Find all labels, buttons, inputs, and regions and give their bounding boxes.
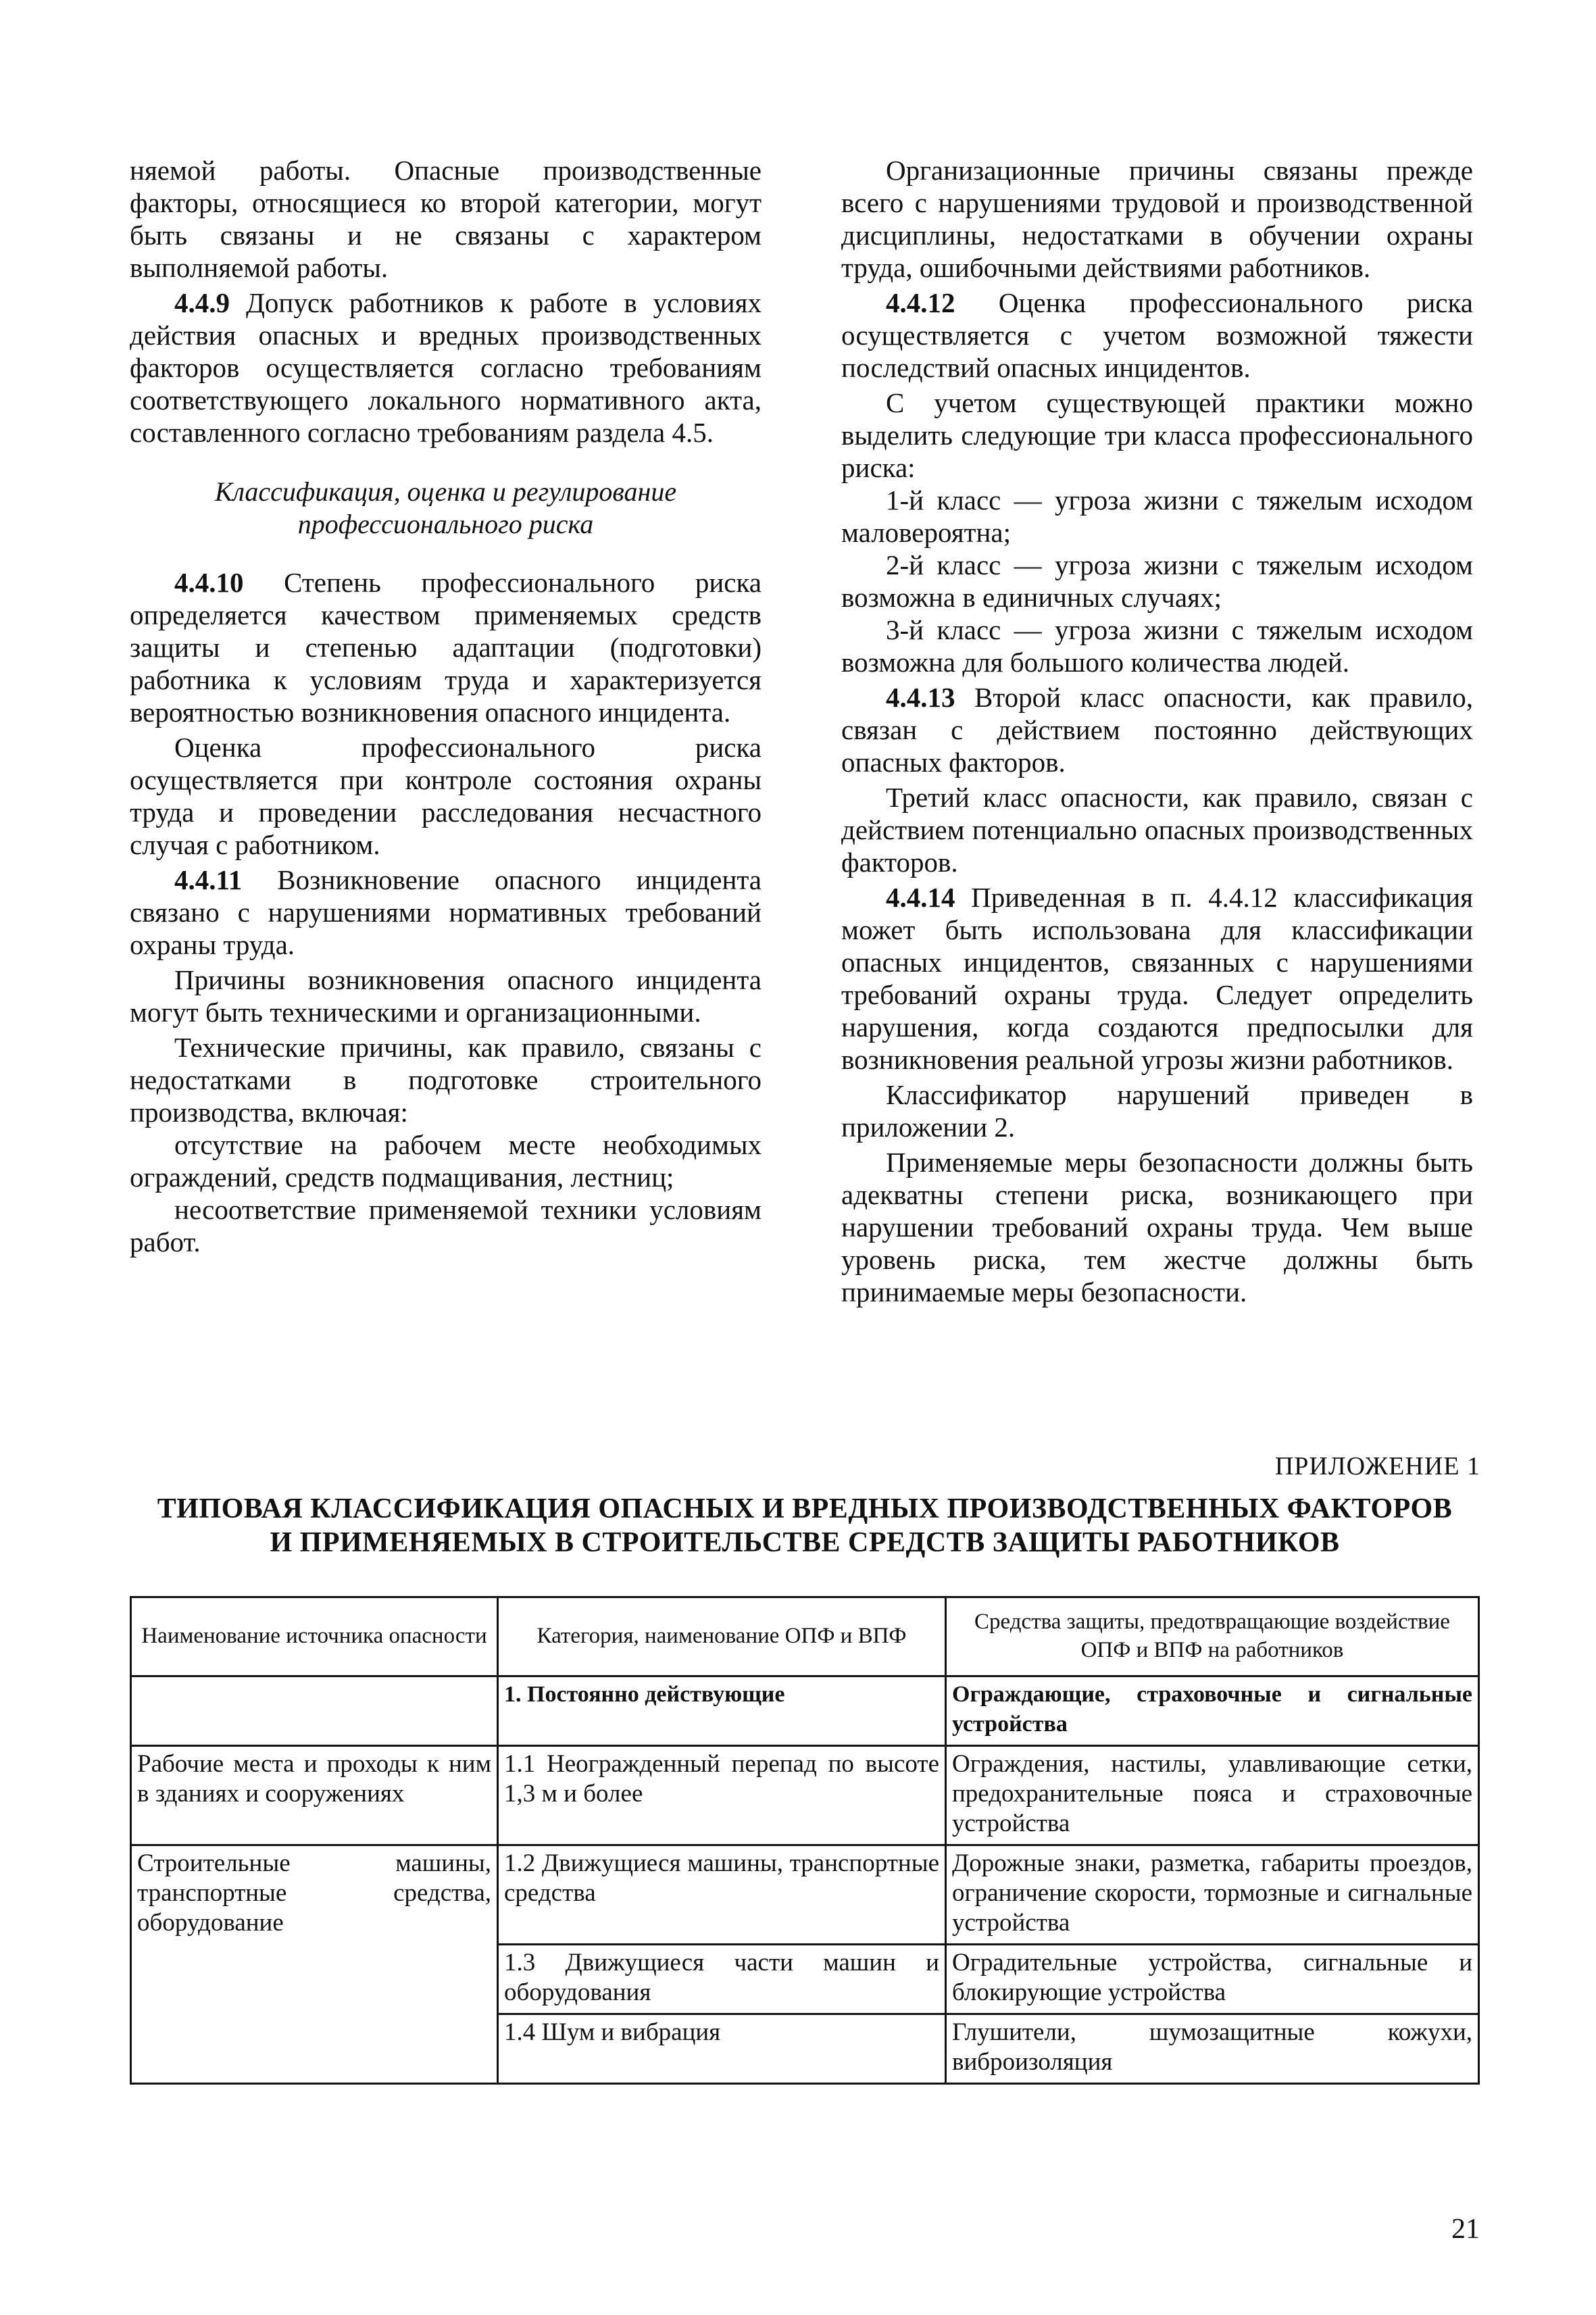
section-heading-cell: Ограждающие, страховочные и сигнальные устройства xyxy=(946,1676,1479,1746)
table-cell: 1.1 Неогражденный перепад по высоте 1,3 м и более xyxy=(498,1746,946,1845)
appendix-title-line: И ПРИМЕНЯЕМЫХ В СТРОИТЕЛЬСТВЕ СРЕДСТВ ЗАЩИТЫ РАБОТНИКОВ xyxy=(270,1527,1340,1558)
table-cell: 1.4 Шум и вибрация xyxy=(498,2014,946,2084)
paragraph: Классификатор нарушений приведен в приложении 2. xyxy=(841,1079,1473,1143)
table-header-row xyxy=(131,1597,1479,1676)
table-cell: Рабочие места и проходы к ним в зданиях и сооружениях xyxy=(131,1746,498,1845)
column-header-protection: Средства защиты, предотвращающие воздействие ОПФ и ВПФ на работников xyxy=(946,1597,1479,1676)
clause-text: Второй класс опасности, как правило, связан с действием постоянно действующих опасных факторов. xyxy=(841,682,1473,778)
list-item: 2-й класс — угроза жизни с тяжелым исходом возможна в единичных случаях; xyxy=(841,549,1473,613)
right-column xyxy=(841,154,1473,1308)
table-cell: Глушители, шумозащитные кожухи, виброизоляция xyxy=(946,2014,1479,2084)
table-cell: Ограждения, настилы, улавливающие сетки, предохранительные пояса и страховочные устройства xyxy=(946,1746,1479,1845)
table-cell xyxy=(131,1676,498,1746)
appendix-title xyxy=(130,1492,1480,1560)
paragraph-4-4-11 xyxy=(130,864,762,961)
hazard-classification-table xyxy=(130,1596,1480,2085)
table-cell: Строительные машины, транспортные средства, оборудование xyxy=(131,1845,498,2084)
paragraph: Причины возникновения опасного инцидента могут быть техническими и организационными. xyxy=(130,964,762,1028)
table-cell: 1.2 Движущиеся машины, транспортные средства xyxy=(498,1845,946,1945)
list-item: несоответствие применяемой техники условиям работ. xyxy=(130,1194,762,1258)
paragraph-4-4-13 xyxy=(841,681,1473,778)
clause-number: 4.4.14 xyxy=(886,882,955,913)
clause-number: 4.4.12 xyxy=(886,287,955,318)
paragraph-4-4-14 xyxy=(841,881,1473,1076)
paragraph-4-4-10 xyxy=(130,566,762,728)
list-item: 1-й класс — угроза жизни с тяжелым исходом маловероятна; xyxy=(841,484,1473,548)
clause-number: 4.4.11 xyxy=(174,864,243,895)
column-header-source: Наименование источника опасности xyxy=(131,1597,498,1676)
clause-number: 4.4.10 xyxy=(174,567,244,598)
page-number: 21 xyxy=(1451,2214,1480,2245)
paragraph: Третий класс опасности, как правило, связан с действием потенциально опасных производственных факторов. xyxy=(841,782,1473,878)
list-item: отсутствие на рабочем месте необходимых ограждений, средств подмащивания, лестниц; xyxy=(130,1129,762,1193)
clause-number: 4.4.13 xyxy=(886,682,955,713)
clause-text: Приведенная в п. 4.4.12 классификация может быть использована для классификации опасных инцидентов, связанных с нарушениями требований охраны труда. Следует определить нарушения, когда создаются предпосылки для возникновения реальной угрозы жизни работников. xyxy=(841,882,1473,1075)
paragraph: няемой работы. Опасные производственные факторы, относящиеся ко второй категории, могут быть связаны и не связаны с характером выполняемой работы. xyxy=(130,155,762,283)
clause-number: 4.4.9 xyxy=(174,287,230,318)
paragraph: Организационные причины связаны прежде всего с нарушениями трудовой и производственной дисциплины, недостатками в обучении охраны труда, ошибочными действиями работников. xyxy=(841,155,1473,283)
table-row xyxy=(131,1746,1479,1845)
section-heading-cell: 1. Постоянно действующие xyxy=(498,1676,946,1746)
paragraph: Оценка профессионального риска осуществляется при контроле состояния охраны труда и проведении расследования несчастного случая с работником. xyxy=(130,732,762,860)
list-item: 3-й класс — угроза жизни с тяжелым исходом возможна для большого количества людей. xyxy=(841,614,1473,678)
paragraph: Технические причины, как правило, связаны с недостатками в подготовке строительного производства, включая: xyxy=(130,1032,762,1128)
table-section-row xyxy=(131,1676,1479,1746)
column-header-category: Категория, наименование ОПФ и ВПФ xyxy=(498,1597,946,1676)
paragraph-4-4-12 xyxy=(841,287,1473,384)
paragraph-4-4-9 xyxy=(130,287,762,449)
appendix-title-line: ТИПОВАЯ КЛАССИФИКАЦИЯ ОПАСНЫХ И ВРЕДНЫХ ПРОИЗВОДСТВЕННЫХ ФАКТОРОВ xyxy=(157,1493,1453,1524)
table-row xyxy=(131,1845,1479,1945)
left-column xyxy=(130,154,762,1258)
clause-text: Возникновение опасного инцидента связано с нарушениями нормативных требований охраны труда. xyxy=(130,864,762,960)
clause-text: Допуск работников к работе в условиях действия опасных и вредных производственных факторов осуществляется согласно требованиям соответствующего локального нормативного акта, составленного согласно требованиям раздела 4.5. xyxy=(130,287,762,448)
section-subheading: Классификация, оценка и регулирование профессионального риска xyxy=(214,476,677,539)
table-cell: Дорожные знаки, разметка, габариты проездов, ограничение скорости, тормозные и сигнальные устройства xyxy=(946,1845,1479,1945)
paragraph: С учетом существующей практики можно выделить следующие три класса профессионального риска: xyxy=(841,387,1473,483)
table-cell: Оградительные устройства, сигнальные и блокирующие устройства xyxy=(946,1945,1479,2014)
appendix-label: ПРИЛОЖЕНИЕ 1 xyxy=(1274,1452,1480,1480)
table-cell: 1.3 Движущиеся части машин и оборудования xyxy=(498,1945,946,2014)
clause-text: Степень профессионального риска определяется качеством применяемых средств защиты и степенью адаптации (подготовки) работника к условиям труда и характеризуется вероятностью возникновения опасного инцидента. xyxy=(130,567,762,728)
clause-text: Оценка профессионального риска осуществляется с учетом возможной тяжести последствий опасных инцидентов. xyxy=(841,287,1473,383)
paragraph: Применяемые меры безопасности должны быть адекватны степени риска, возникающего при нарушении требований охраны труда. Чем выше уровень риска, тем жестче должны быть принимаемые меры безопасности. xyxy=(841,1147,1473,1308)
